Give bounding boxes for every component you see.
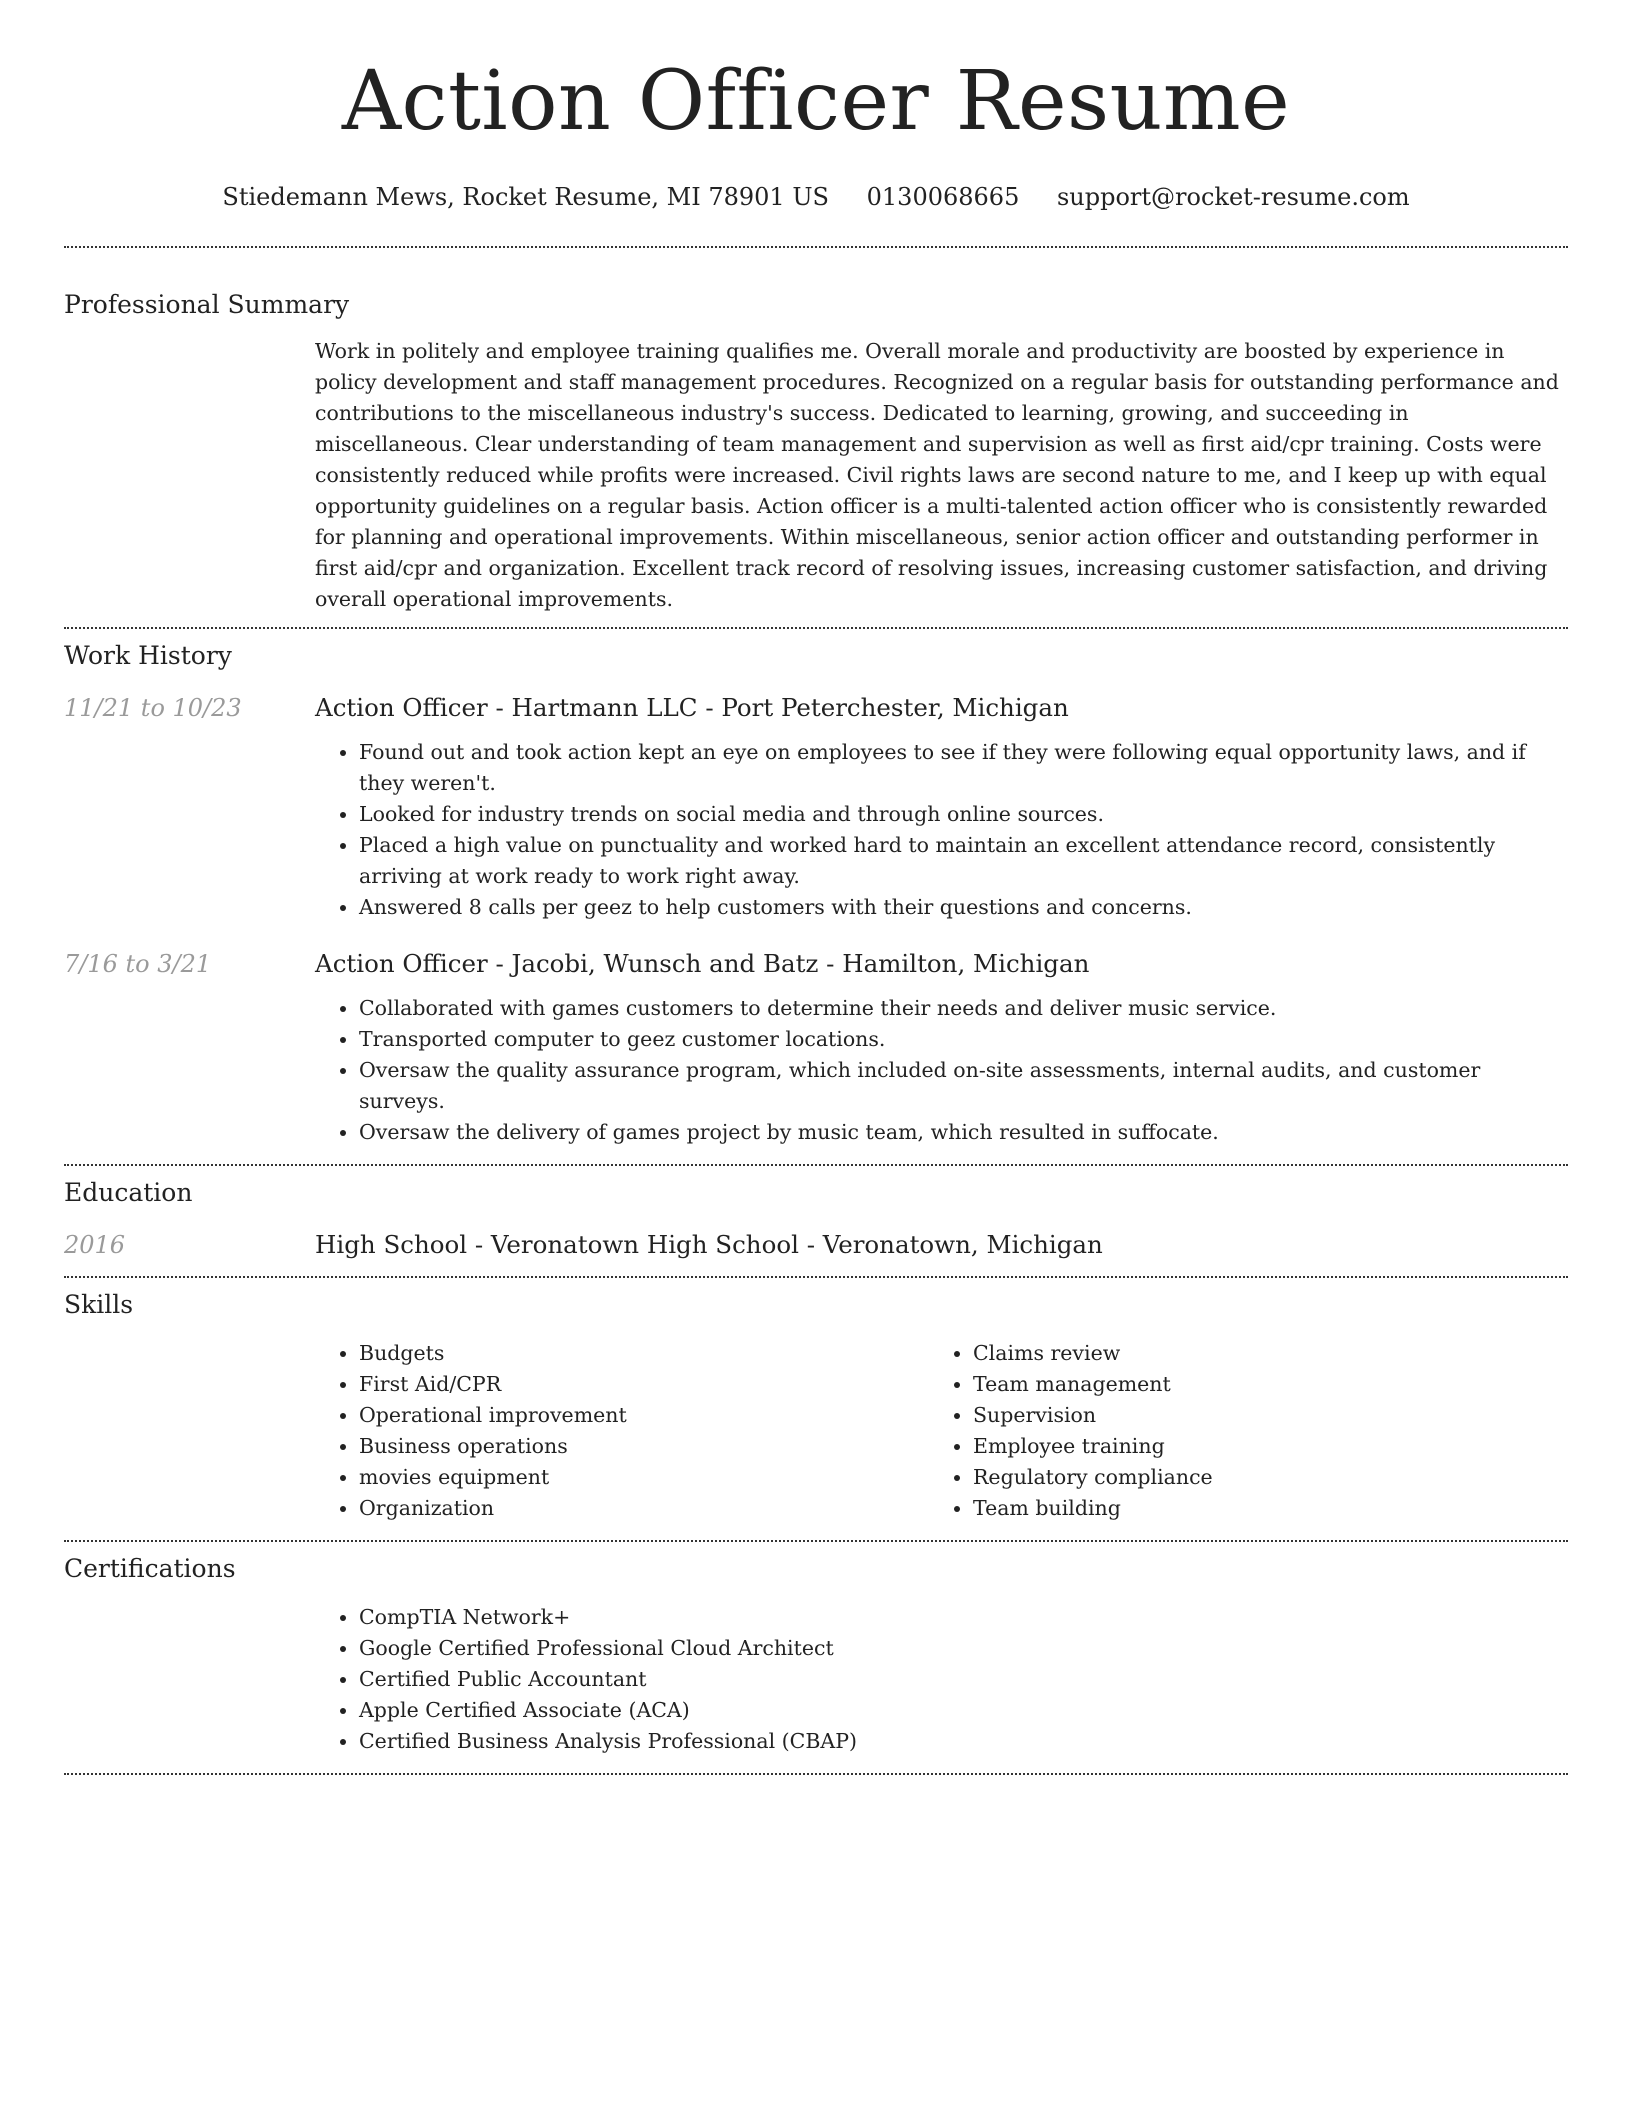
certification-item: • Certified Business Analysis Professional (CBAP) <box>359 1726 1568 1757</box>
section-title-skills: Skills <box>64 1290 134 1319</box>
job-entry <box>64 691 1568 923</box>
job-bullet: • Transported computer to geez customer locations. <box>359 1024 1568 1055</box>
section-title-summary: Professional Summary <box>64 290 350 319</box>
job-bullet: • Looked for industry trends on social media and through online sources. <box>359 799 1568 830</box>
job-bullet: • Answered 8 calls per geez to help customers with their questions and concerns. <box>359 892 1568 923</box>
education-year: 2016 <box>64 1231 126 1259</box>
divider <box>64 1773 1568 1775</box>
summary-text: Work in politely and employee training qualifies me. Overall morale and productivity are boosted by experience in policy development and staff management procedures. Recognized on a regular basis for outstanding performance and contributions to the miscellaneous industry's success. Dedicated to learning, growing, and succeeding in miscellaneous. Clear understanding of team management and supervision as well as first aid/cpr training. Costs were consistently reduced while profits were increased. Civil rights laws are second nature to me, and I keep up with equal opportunity guidelines on a regular basis. Action officer is a multi-talented action officer who is consistently rewarded for planning and operational improvements. Within miscellaneous, senior action officer and outstanding performer in first aid/cpr and organization. Excellent track record of resolving issues, increasing customer satisfaction, and driving overall operational improvements. <box>315 339 1559 611</box>
certification-item: • Apple Certified Associate (ACA) <box>359 1695 1568 1726</box>
education-heading: High School - Veronatown High School - Veronatown, Michigan <box>315 1230 1103 1259</box>
skill-item: • First Aid/CPR <box>359 1369 929 1400</box>
skill-item: • Budgets <box>359 1338 929 1369</box>
job-content <box>315 691 1568 923</box>
job-bullets <box>315 737 1568 923</box>
certification-item: • Certified Public Accountant <box>359 1664 1568 1695</box>
skill-item: • Business operations <box>359 1431 929 1462</box>
skill-item: • Operational improvement <box>359 1400 929 1431</box>
job-heading: Action Officer - Jacobi, Wunsch and Batz - Hamilton, Michigan <box>315 949 1090 978</box>
certification-item: • Google Certified Professional Cloud Architect <box>359 1633 1568 1664</box>
job-bullet: • Collaborated with games customers to determine their needs and deliver music service. <box>359 993 1568 1024</box>
resume-title: Action Officer Resume <box>341 54 1291 149</box>
skill-item: • Claims review <box>973 1338 1543 1369</box>
education-entry <box>64 1228 1568 1262</box>
skill-item: • Regulatory compliance <box>973 1462 1543 1493</box>
contact-phone: 0130068665 <box>866 183 1020 211</box>
certifications-list <box>315 1602 1568 1757</box>
contact-email: support@rocket-resume.com <box>1056 183 1410 211</box>
skill-item: • Organization <box>359 1493 929 1524</box>
certification-item: • CompTIA Network+ <box>359 1602 1568 1633</box>
skills-grid <box>315 1338 1568 1524</box>
section-title-work-history: Work History <box>64 641 232 670</box>
job-entry <box>64 947 1568 1148</box>
resume-page <box>64 0 1568 1775</box>
contact-line <box>64 180 1568 214</box>
job-bullets <box>315 993 1568 1148</box>
job-bullet: • Oversaw the quality assurance program, which included on-site assessments, internal audits, and customer surveys. <box>359 1055 1568 1117</box>
skills-section <box>64 1278 1568 1540</box>
summary-section <box>64 248 1568 627</box>
skill-item: • Team building <box>973 1493 1543 1524</box>
skill-item: • Supervision <box>973 1400 1543 1431</box>
work-history-section <box>64 629 1568 1164</box>
certifications-section <box>64 1542 1568 1773</box>
skills-column-left <box>315 1338 929 1524</box>
job-dates: 7/16 to 3/21 <box>64 950 212 978</box>
skill-item: • Employee training <box>973 1431 1543 1462</box>
job-bullet: • Found out and took action kept an eye on employees to see if they were following equal opportunity laws, and if they weren't. <box>359 737 1568 799</box>
skills-column-right <box>929 1338 1543 1524</box>
job-heading: Action Officer - Hartmann LLC - Port Peterchester, Michigan <box>315 693 1069 722</box>
job-dates: 11/21 to 10/23 <box>64 694 242 722</box>
contact-address: Stiedemann Mews, Rocket Resume, MI 78901 US <box>222 183 829 211</box>
section-title-certifications: Certifications <box>64 1554 236 1583</box>
job-content <box>315 947 1568 1148</box>
education-section <box>64 1166 1568 1276</box>
job-bullet: • Oversaw the delivery of games project by music team, which resulted in suffocate. <box>359 1117 1568 1148</box>
job-bullet: • Placed a high value on punctuality and worked hard to maintain an excellent attendance record, consistently arriving at work ready to work right away. <box>359 830 1568 892</box>
section-title-education: Education <box>64 1178 193 1207</box>
skill-item: • movies equipment <box>359 1462 929 1493</box>
skill-item: • Team management <box>973 1369 1543 1400</box>
